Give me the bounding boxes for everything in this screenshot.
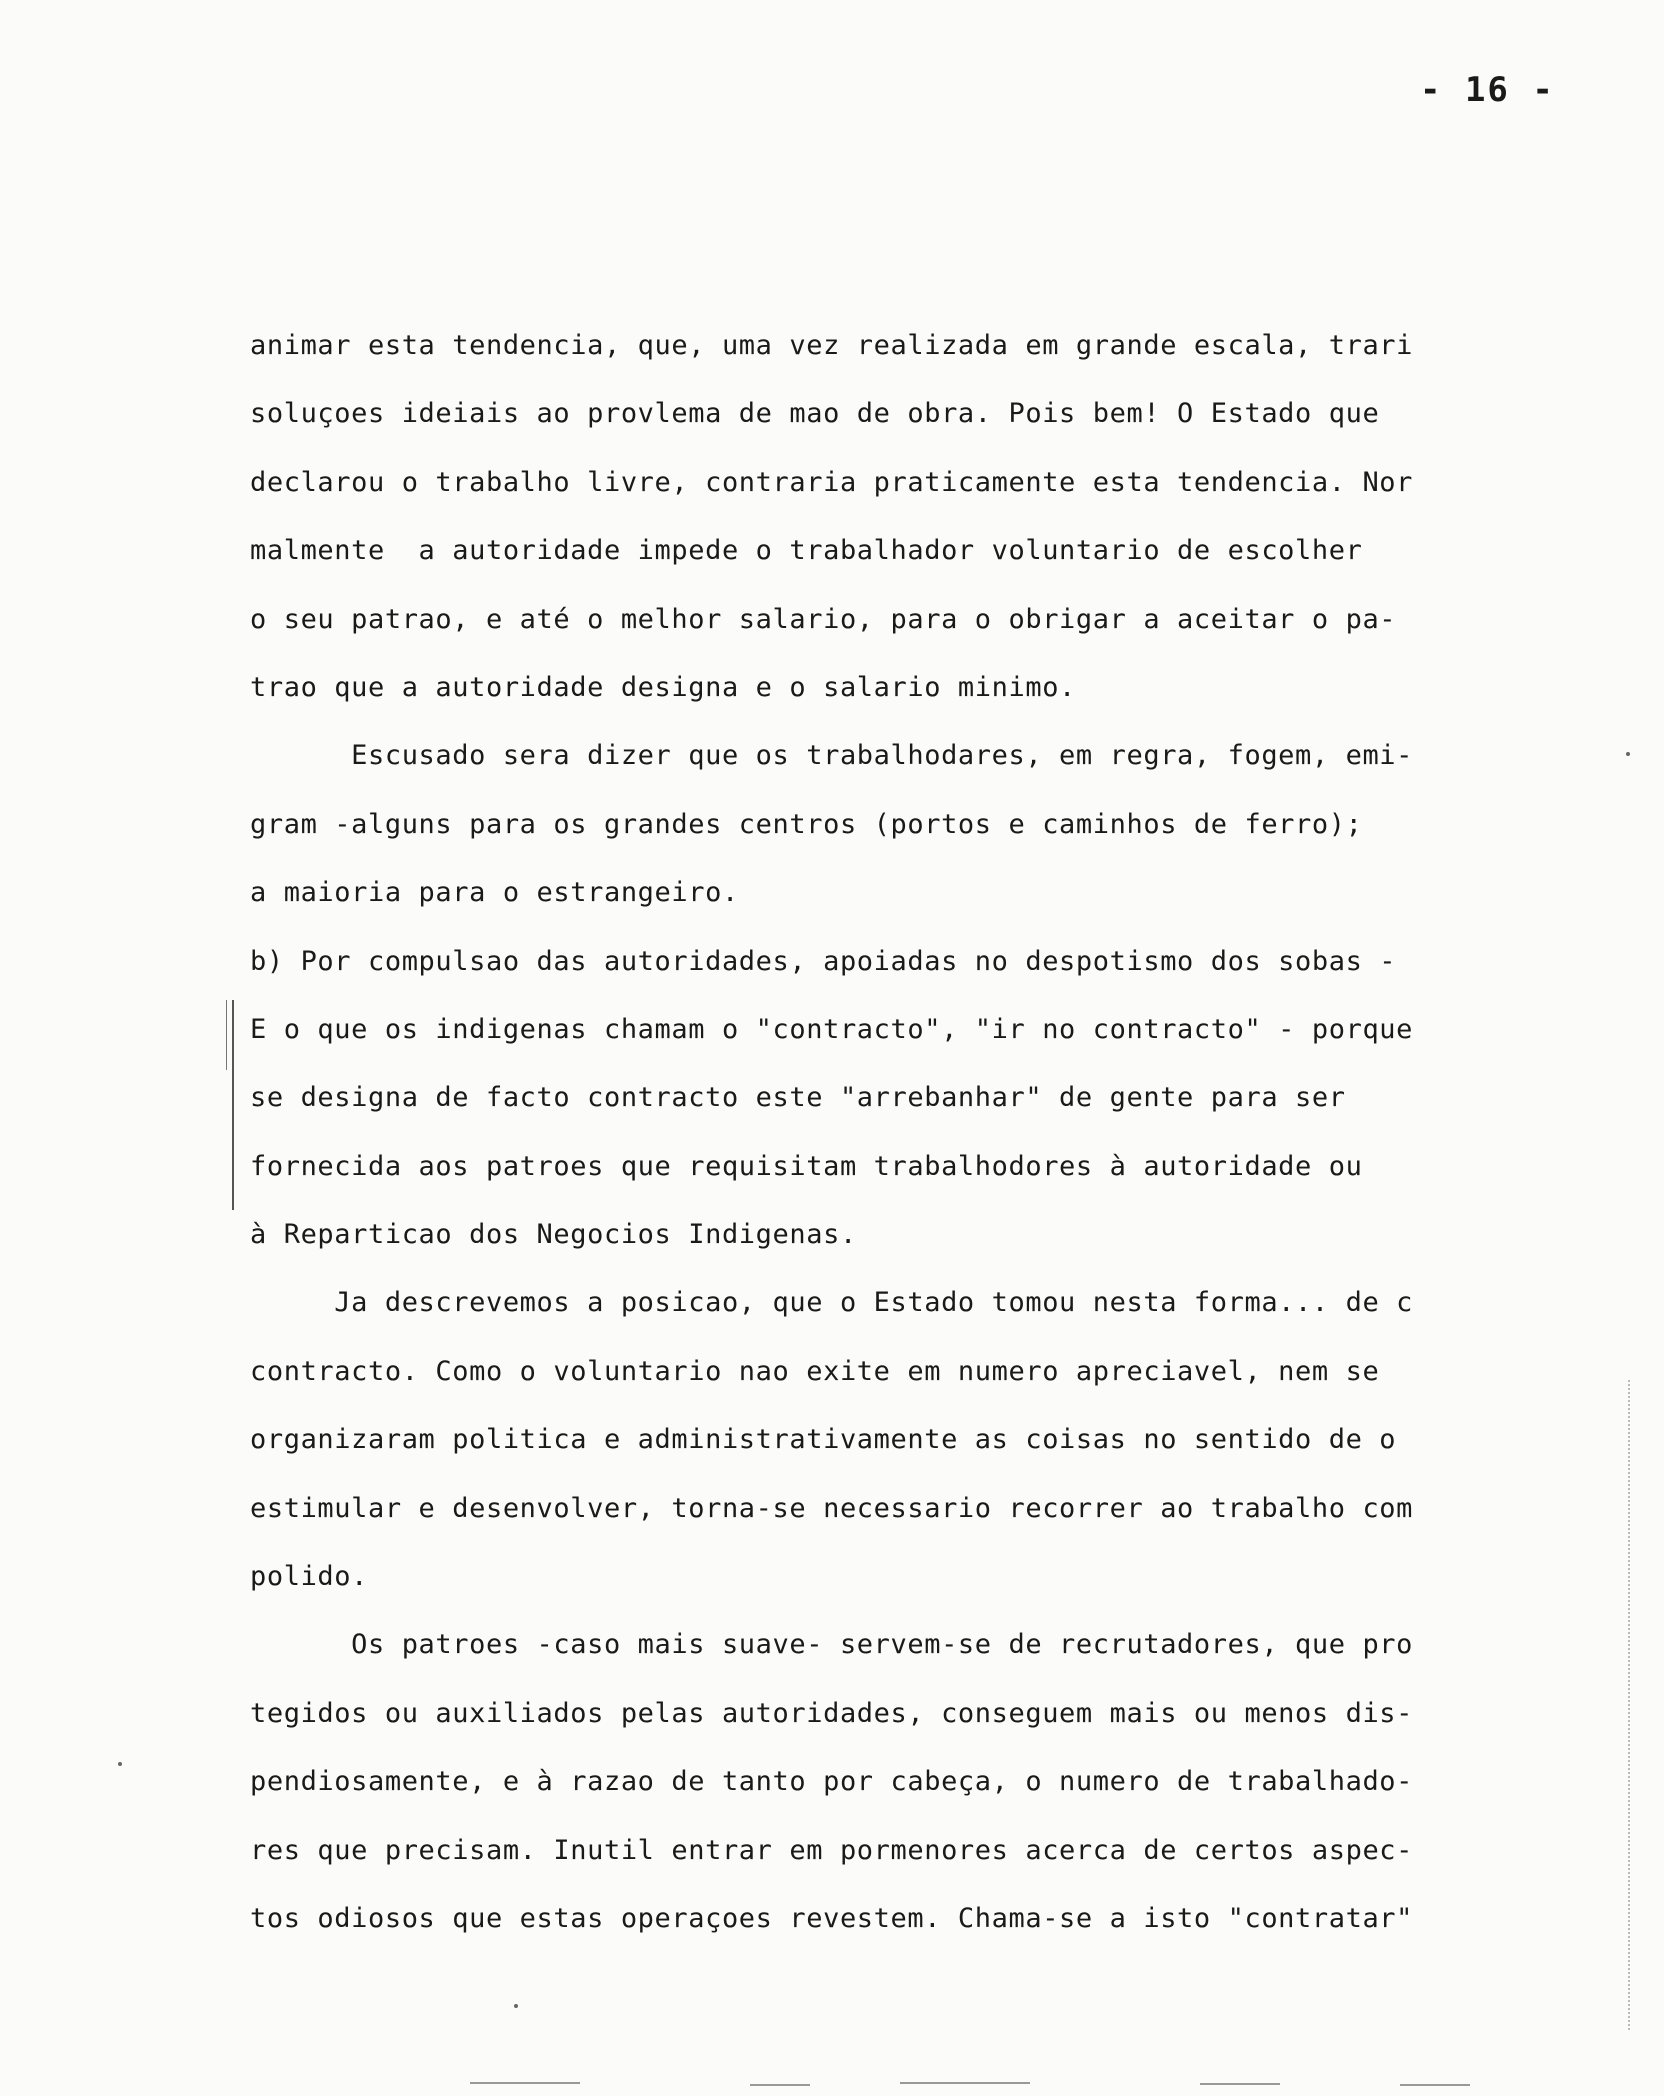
text-line: Os patroes -caso mais suave- servem-se de recrutadores, que pro	[250, 1629, 1414, 1661]
margin-mark	[232, 1000, 234, 1210]
scan-artifact	[1200, 2083, 1280, 2085]
text-line: E o que os indigenas chamam o "contracto", "ir no contracto" - porque	[250, 1013, 1414, 1045]
text-line: animar esta tendencia, que, uma vez realizada em grande escala, trari	[250, 330, 1414, 361]
edge-dots	[1628, 1380, 1631, 2030]
body-text	[250, 312, 1630, 1953]
text-line: à Reparticao dos Negocios Indigenas.	[250, 1219, 857, 1251]
text-line: estimular e desenvolver, torna-se necessario recorrer ao trabalho com	[250, 1492, 1414, 1524]
text-line: tos odiosos que estas operaçoes revestem. Chama-se a isto "contratar"	[250, 1902, 1414, 1934]
margin-mark	[226, 1000, 227, 1070]
speck	[1626, 752, 1630, 756]
text-line: Ja descrevemos a posicao, que o Estado tomou nesta forma... de c	[250, 1287, 1414, 1319]
text-line: soluçoes ideiais ao provlema de mao de obra. Pois bem! O Estado que	[250, 398, 1380, 430]
scan-artifact	[1400, 2084, 1470, 2086]
speck	[514, 2004, 518, 2008]
text-line: fornecida aos patroes que requisitam trabalhodores à autoridade ou	[250, 1150, 1363, 1182]
text-line: pendiosamente, e à razao de tanto por cabeça, o numero de trabalhado-	[250, 1766, 1414, 1798]
text-line: declarou o trabalho livre, contraria praticamente esta tendencia. Nor	[250, 466, 1414, 498]
text-line: se designa de facto contracto este "arrebanhar" de gente para ser	[250, 1082, 1346, 1114]
scan-artifact	[470, 2082, 580, 2084]
text-line: Escusado sera dizer que os trabalhodares, em regra, fogem, emi-	[250, 740, 1414, 772]
scan-artifact	[900, 2082, 1030, 2084]
text-line: polido.	[250, 1561, 368, 1593]
text-line: contracto. Como o voluntario nao exite em numero apreciavel, nem se	[250, 1355, 1380, 1387]
text-line: res que precisam. Inutil entrar em pormenores acerca de certos aspec-	[250, 1834, 1414, 1866]
text-line: b) Por compulsao das autoridades, apoiadas no despotismo dos sobas -	[250, 945, 1397, 977]
text-line: a maioria para o estrangeiro.	[250, 877, 739, 909]
text-line: gram -alguns para os grandes centros (portos e caminhos de ferro);	[250, 808, 1363, 840]
text-line: tegidos ou auxiliados pelas autoridades, conseguem mais ou menos dis-	[250, 1697, 1414, 1729]
scan-artifact	[750, 2084, 810, 2086]
text-line: malmente a autoridade impede o trabalhador voluntario de escolher	[250, 535, 1363, 567]
text-line: o seu patrao, e até o melhor salario, para o obrigar a aceitar o pa-	[250, 603, 1397, 635]
speck	[118, 1762, 122, 1766]
text-line: trao que a autoridade designa e o salario minimo.	[250, 671, 1076, 703]
text-line: organizaram politica e administrativamente as coisas no sentido de o	[250, 1424, 1397, 1456]
page-number: - 16 -	[1420, 70, 1555, 110]
